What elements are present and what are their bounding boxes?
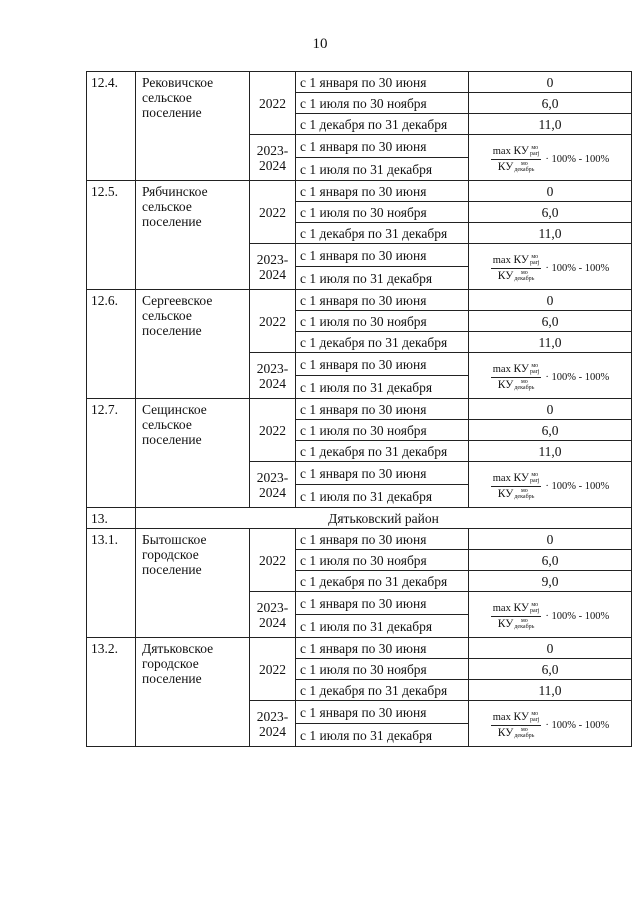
settlement-name: Бытошское городское поселение <box>136 529 250 638</box>
value-cell: 6,0 <box>469 202 632 223</box>
period-cell: с 1 января по 30 июня <box>296 462 469 485</box>
formula: max КУ мо pаrj КУ мо декабрь · 100% - 100% <box>492 471 610 501</box>
formula-cell <box>469 353 632 399</box>
period-cell: с 1 января по 30 июня <box>296 353 469 376</box>
table-row <box>87 529 632 550</box>
period-cell: с 1 января по 30 июня <box>296 181 469 202</box>
value-cell: 11,0 <box>469 332 632 353</box>
settlement-name: Дятьковское городское поселение <box>136 638 250 747</box>
year-cell: 2023-2024 <box>250 592 296 638</box>
formula-cell <box>469 592 632 638</box>
period-cell: с 1 июля по 31 декабря <box>296 485 469 508</box>
period-cell: с 1 января по 30 июня <box>296 701 469 724</box>
value-cell: 0 <box>469 529 632 550</box>
value-cell: 9,0 <box>469 571 632 592</box>
period-cell: с 1 января по 30 июня <box>296 135 469 158</box>
tariff-table <box>86 71 632 747</box>
table-row <box>87 399 632 420</box>
settlement-name: Рековичское сельское поселение <box>136 72 250 181</box>
section-title: Дятьковский район <box>136 508 632 529</box>
formula: max КУ мо pаrj КУ мо декабрь · 100% - 100% <box>492 144 610 174</box>
period-cell: с 1 июля по 31 декабря <box>296 376 469 399</box>
period-cell: с 1 июля по 31 декабря <box>296 267 469 290</box>
value-cell: 11,0 <box>469 441 632 462</box>
table-row <box>87 181 632 202</box>
period-cell: с 1 июля по 31 декабря <box>296 615 469 638</box>
value-cell: 0 <box>469 638 632 659</box>
period-cell: с 1 января по 30 июня <box>296 244 469 267</box>
section-number: 13. <box>87 508 136 529</box>
table-row <box>87 72 632 93</box>
period-cell: с 1 июля по 31 декабря <box>296 158 469 181</box>
year-cell: 2023-2024 <box>250 135 296 181</box>
period-cell: с 1 декабря по 31 декабря <box>296 114 469 135</box>
value-cell: 11,0 <box>469 680 632 701</box>
period-cell: с 1 июля по 30 ноября <box>296 93 469 114</box>
row-number: 12.4. <box>87 72 136 181</box>
formula: max КУ мо pаrj КУ мо декабрь · 100% - 100% <box>492 601 610 631</box>
formula-cell <box>469 135 632 181</box>
year-cell: 2023-2024 <box>250 244 296 290</box>
table-row <box>87 290 632 311</box>
settlement-name: Рябчинское сельское поселение <box>136 181 250 290</box>
formula-cell <box>469 701 632 747</box>
formula-cell <box>469 244 632 290</box>
period-cell: с 1 декабря по 31 декабря <box>296 332 469 353</box>
value-cell: 6,0 <box>469 93 632 114</box>
value-cell: 0 <box>469 181 632 202</box>
settlement-name: Сещинское сельское поселение <box>136 399 250 508</box>
formula: max КУ мо pаrj КУ мо декабрь · 100% - 100% <box>492 710 610 740</box>
year-cell: 2022 <box>250 72 296 135</box>
period-cell: с 1 января по 30 июня <box>296 290 469 311</box>
year-cell: 2022 <box>250 181 296 244</box>
period-cell: с 1 декабря по 31 декабря <box>296 680 469 701</box>
formula-cell <box>469 462 632 508</box>
year-cell: 2022 <box>250 290 296 353</box>
value-cell: 0 <box>469 72 632 93</box>
row-number: 13.2. <box>87 638 136 747</box>
year-cell: 2022 <box>250 529 296 592</box>
value-cell: 11,0 <box>469 223 632 244</box>
formula: max КУ мо pаrj КУ мо декабрь · 100% - 100% <box>492 362 610 392</box>
row-number: 13.1. <box>87 529 136 638</box>
row-number: 12.5. <box>87 181 136 290</box>
value-cell: 0 <box>469 399 632 420</box>
row-number: 12.6. <box>87 290 136 399</box>
period-cell: с 1 июля по 30 ноября <box>296 420 469 441</box>
period-cell: с 1 июля по 30 ноября <box>296 311 469 332</box>
year-cell: 2023-2024 <box>250 353 296 399</box>
period-cell: с 1 июля по 30 ноября <box>296 202 469 223</box>
value-cell: 6,0 <box>469 659 632 680</box>
row-number: 12.7. <box>87 399 136 508</box>
period-cell: с 1 июля по 30 ноября <box>296 659 469 680</box>
year-cell: 2022 <box>250 638 296 701</box>
value-cell: 6,0 <box>469 311 632 332</box>
period-cell: с 1 января по 30 июня <box>296 529 469 550</box>
period-cell: с 1 декабря по 31 декабря <box>296 441 469 462</box>
value-cell: 0 <box>469 290 632 311</box>
year-cell: 2022 <box>250 399 296 462</box>
value-cell: 6,0 <box>469 420 632 441</box>
year-cell: 2023-2024 <box>250 462 296 508</box>
year-cell: 2023-2024 <box>250 701 296 747</box>
period-cell: с 1 декабря по 31 декабря <box>296 571 469 592</box>
settlement-name: Сергеевское сельское поселение <box>136 290 250 399</box>
period-cell: с 1 января по 30 июня <box>296 638 469 659</box>
period-cell: с 1 января по 30 июня <box>296 592 469 615</box>
table-row <box>87 638 632 659</box>
period-cell: с 1 января по 30 июня <box>296 399 469 420</box>
period-cell: с 1 декабря по 31 декабря <box>296 223 469 244</box>
value-cell: 6,0 <box>469 550 632 571</box>
period-cell: с 1 июля по 31 декабря <box>296 724 469 747</box>
value-cell: 11,0 <box>469 114 632 135</box>
page-number: 10 <box>312 36 328 52</box>
section-row <box>87 508 632 529</box>
period-cell: с 1 января по 30 июня <box>296 72 469 93</box>
formula: max КУ мо pаrj КУ мо декабрь · 100% - 100% <box>492 253 610 283</box>
period-cell: с 1 июля по 30 ноября <box>296 550 469 571</box>
